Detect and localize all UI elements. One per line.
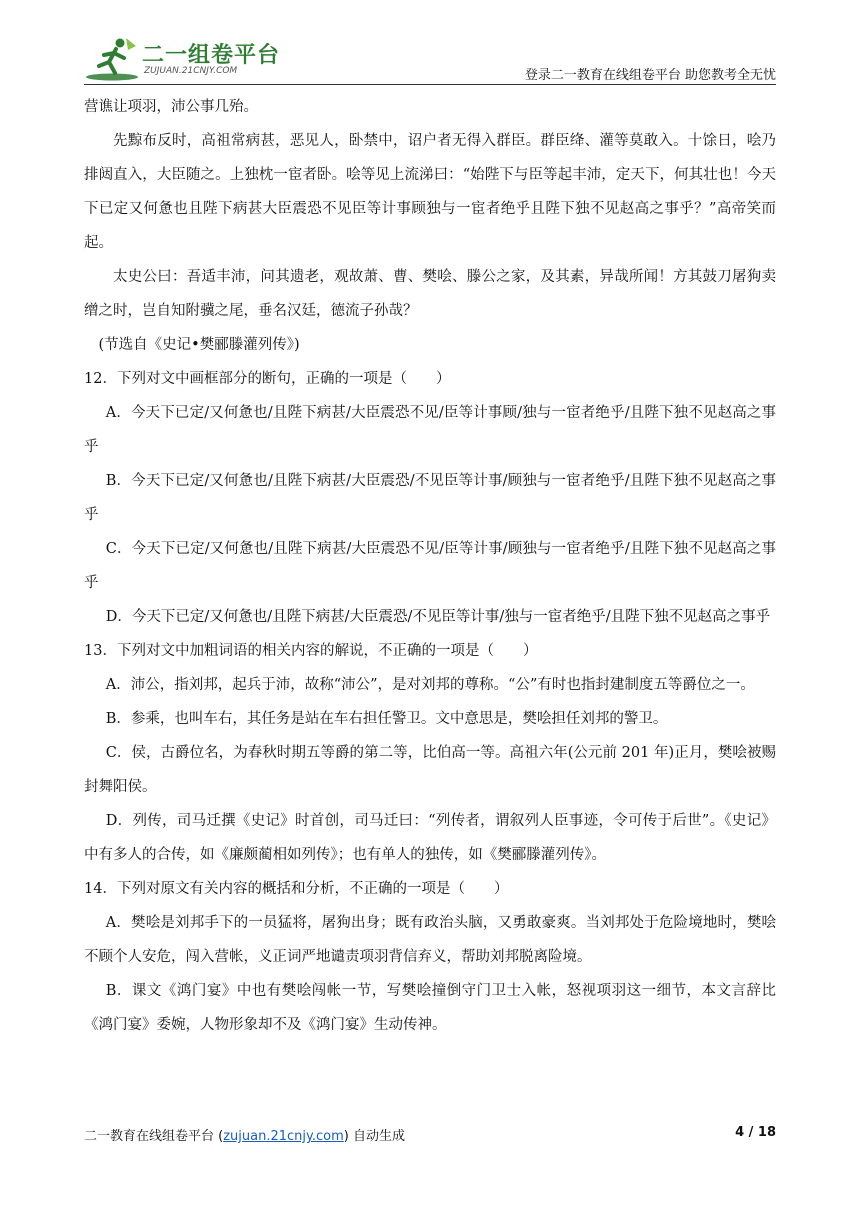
page-header [0, 0, 860, 88]
runner-logo-icon [84, 36, 140, 82]
question-12-option-b[interactable]: B．今天下已定/又何惫也/且陛下病甚/大臣震恐/不见臣等计事/顾独与一宦者绝乎/且陛下独不见赵高之事乎 [84, 473, 776, 523]
footer-prefix: 二一教育在线组卷平台 ( [84, 1129, 224, 1144]
passage-source: (节选自《史记•樊郦滕灌列传》) [98, 337, 300, 353]
question-13-option-a[interactable]: A．沛公，指刘邦，起兵于沛，故称“沛公”，是对刘邦的尊称。“公”有时也指封建制度五等爵位之一。 [105, 677, 755, 693]
question-14-option-b[interactable]: B．课文《鸿门宴》中也有樊哙闯帐一节，写樊哙撞倒守门卫士入帐，怒视项羽这一细节，本文言辞比《鸿门宴》委婉，人物形象却不及《鸿门宴》生动传神。 [84, 983, 776, 1033]
question-13-option-b[interactable]: B．参乘，也叫车右，其任务是站在车右担任警卫。文中意思是，樊哙担任刘邦的警卫。 [105, 711, 668, 727]
question-14-stem: 14．下列对原文有关内容的概括和分析，不正确的一项是（ ） [84, 881, 509, 897]
footer-suffix: ) 自动生成 [343, 1129, 405, 1144]
question-13-stem: 13．下列对文中加粗词语的相关内容的解说，不正确的一项是（ ） [84, 643, 538, 659]
question-12-option-d[interactable]: D．今天下已定/又何惫也/且陛下病甚/大臣震恐/不见臣等计事/独与一宦者绝乎/且陛下独不见赵高之事乎 [105, 609, 771, 625]
passage-paragraph: 先黥布反时，高祖常病甚，恶见人，卧禁中，诏户者无得入群臣。群臣绛、灌等莫敢入。十馀日，哙乃排闼直入，大臣随之。上独枕一宦者卧。哙等见上流涕曰：“始陛下与臣等起丰沛，定天下，何其壮也！今天下已定又何惫也且陛下病甚大臣震恐不见臣等计事顾独与一宦者绝乎且陛下独不见赵高之事乎？”高帝笑而起。 [84, 133, 776, 251]
header-divider [84, 84, 776, 85]
passage-fragment: 营谯让项羽，沛公事几殆。 [84, 99, 258, 115]
passage-paragraph: 太史公曰：吾适丰沛，问其遗老，观故萧、曹、樊哙、滕公之家，及其素，异哉所闻！方其鼓刀屠狗卖缯之时，岂自知附骥之尾，垂名汉廷，德流子孙哉？ [84, 269, 776, 319]
logo-subtitle: ZUJUAN.21CNJY.COM [144, 66, 238, 76]
question-12-stem: 12．下列对文中画框部分的断句，正确的一项是（ ） [84, 371, 451, 387]
question-12-option-c[interactable]: C．今天下已定/又何惫也/且陛下病甚/大臣震恐不见/臣等计事/顾独与一宦者绝乎/且陛下独不见赵高之事乎 [84, 541, 776, 591]
logo-title: 二一组卷平台 [142, 43, 281, 68]
question-14-option-a[interactable]: A．樊哙是刘邦手下的一员猛将，屠狗出身；既有政治头脑，又勇敢豪爽。当刘邦处于危险境地时，樊哙不顾个人安危，闯入营帐，义正词严地谴责项羽背信弃义，帮助刘邦脱离险境。 [84, 915, 776, 965]
header-slogan: 登录二一教育在线组卷平台 助您教考全无忧 [524, 68, 776, 83]
site-logo[interactable] [84, 36, 284, 82]
footer-credit [84, 1125, 405, 1144]
question-12-option-a[interactable]: A．今天下已定/又何惫也/且陛下病甚/大臣震恐不见/臣等计事顾/独与一宦者绝乎/且陛下独不见赵高之事乎 [84, 405, 776, 455]
page-number: 4 / 18 [735, 1125, 776, 1140]
document-body [84, 90, 776, 1042]
footer-site-link[interactable]: zujuan.21cnjy.com [223, 1129, 344, 1144]
question-13-option-c[interactable]: C．侯，古爵位名，为春秋时期五等爵的第二等，比伯高一等。高祖六年(公元前 201 年)正月，樊哙被赐封舞阳侯。 [84, 745, 776, 795]
question-13-option-d[interactable]: D．列传，司马迁撰《史记》时首创，司马迁曰：“列传者，谓叙列人臣事迹，令可传于后世”。《史记》中有多人的合传，如《廉颇蔺相如列传》；也有单人的独传，如《樊郦滕灌列传》。 [84, 813, 776, 863]
